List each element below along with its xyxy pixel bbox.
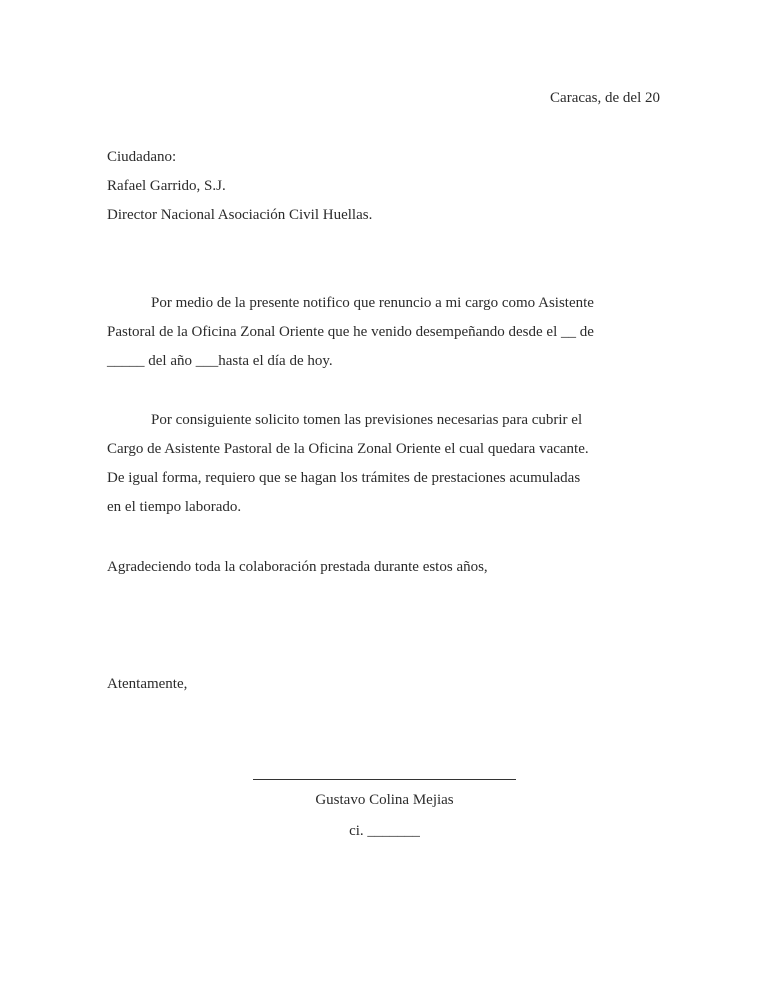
body-paragraph-2 xyxy=(107,410,663,526)
signatory-id: ci. _______ xyxy=(349,823,420,839)
paragraph-1-line: _____ del año ___hasta el día de hoy. xyxy=(107,353,333,369)
signatory-name: Gustavo Colina Mejias xyxy=(315,792,454,808)
body-paragraph-1 xyxy=(107,293,663,380)
recipient-name: Rafael Garrido, S.J. xyxy=(107,178,226,194)
recipient-title: Director Nacional Asociación Civil Huellas. xyxy=(107,207,373,223)
paragraph-2-line: Cargo de Asistente Pastoral de la Oficina Zonal Oriente el cual quedara vacante. xyxy=(107,441,589,457)
paragraph-2-line: en el tiempo laborado. xyxy=(107,499,242,515)
signature-line xyxy=(253,779,516,780)
recipient-salutation: Ciudadano: xyxy=(107,149,177,165)
paragraph-2-line: De igual forma, requiero que se hagan los trámites de prestaciones acumuladas xyxy=(107,470,581,486)
paragraph-1-line: Pastoral de la Oficina Zonal Oriente que he venido desempeñando desde el __ de xyxy=(107,324,594,340)
closing-line: Agradeciendo toda la colaboración prestada durante estos años, xyxy=(107,559,488,575)
sign-off: Atentamente, xyxy=(107,676,188,692)
paragraph-1-line: Por medio de la presente notifico que renuncio a mi cargo como Asistente xyxy=(151,295,594,311)
date-line: Caracas, de del 20 xyxy=(550,90,660,106)
paragraph-2-line: Por consiguiente solicito tomen las previsiones necesarias para cubrir el xyxy=(151,412,583,428)
